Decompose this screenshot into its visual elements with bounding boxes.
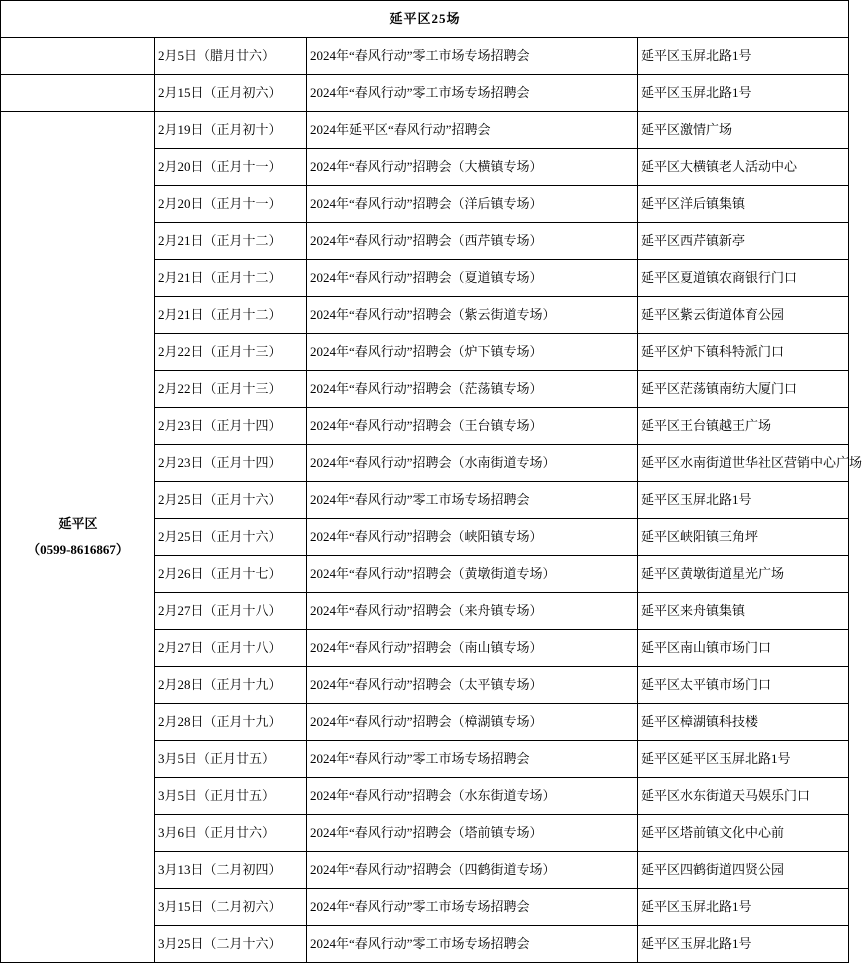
event-cell: 2024年“春风行动”招聘会（黄墩街道专场）: [307, 556, 638, 593]
location-cell: 延平区玉屏北路1号: [638, 926, 849, 963]
location-cell: 延平区水南街道世华社区营销中心广场: [638, 445, 849, 482]
location-cell: 延平区茫荡镇南纺大厦门口: [638, 371, 849, 408]
date-cell: 2月22日（正月十三）: [155, 334, 307, 371]
location-cell: 延平区来舟镇集镇: [638, 593, 849, 630]
date-cell: 2月25日（正月十六）: [155, 482, 307, 519]
event-cell: 2024年“春风行动”招聘会（王台镇专场）: [307, 408, 638, 445]
region-phone: （0599-8616867）: [27, 542, 129, 557]
location-cell: 延平区水东街道天马娱乐门口: [638, 778, 849, 815]
event-cell: 2024年“春风行动”招聘会（炉下镇专场）: [307, 334, 638, 371]
location-cell: 延平区玉屏北路1号: [638, 482, 849, 519]
region-empty-cell: [1, 75, 155, 112]
location-cell: 延平区峡阳镇三角坪: [638, 519, 849, 556]
location-cell: 延平区塔前镇文化中心前: [638, 815, 849, 852]
header-row: [1, 1, 849, 38]
location-cell: 延平区洋后镇集镇: [638, 186, 849, 223]
date-cell: 2月21日（正月十二）: [155, 260, 307, 297]
event-cell: 2024年“春风行动”零工市场专场招聘会: [307, 75, 638, 112]
event-cell: 2024年“春风行动”招聘会（西芹镇专场）: [307, 223, 638, 260]
event-cell: 2024年“春风行动”招聘会（南山镇专场）: [307, 630, 638, 667]
event-cell: 2024年“春风行动”招聘会（四鹤街道专场）: [307, 852, 638, 889]
event-cell: 2024年“春风行动”招聘会（紫云街道专场）: [307, 297, 638, 334]
date-cell: 2月28日（正月十九）: [155, 667, 307, 704]
date-cell: 3月5日（正月廿五）: [155, 778, 307, 815]
event-cell: 2024年“春风行动”招聘会（来舟镇专场）: [307, 593, 638, 630]
location-cell: 延平区玉屏北路1号: [638, 38, 849, 75]
location-cell: 延平区太平镇市场门口: [638, 667, 849, 704]
event-cell: 2024年“春风行动”招聘会（洋后镇专场）: [307, 186, 638, 223]
event-cell: 2024年“春风行动”招聘会（太平镇专场）: [307, 667, 638, 704]
region-name: 延平区: [58, 516, 98, 531]
date-cell: 2月23日（正月十四）: [155, 408, 307, 445]
event-cell: 2024年“春风行动”招聘会（水东街道专场）: [307, 778, 638, 815]
location-cell: 延平区紫云街道体育公园: [638, 297, 849, 334]
location-cell: 延平区激情广场: [638, 112, 849, 149]
location-cell: 延平区王台镇越王广场: [638, 408, 849, 445]
table-row: [1, 112, 849, 149]
schedule-body: [1, 1, 862, 963]
location-cell: 延平区玉屏北路1号: [638, 889, 849, 926]
location-cell: 延平区炉下镇科特派门口: [638, 334, 849, 371]
location-cell: 延平区延平区玉屏北路1号: [638, 741, 849, 778]
location-cell: 延平区西芹镇新亭: [638, 223, 849, 260]
event-cell: 2024年“春风行动”零工市场专场招聘会: [307, 741, 638, 778]
date-cell: 2月28日（正月十九）: [155, 704, 307, 741]
date-cell: 2月15日（正月初六）: [155, 75, 307, 112]
location-cell: 延平区夏道镇农商银行门口: [638, 260, 849, 297]
event-cell: 2024年“春风行动”零工市场专场招聘会: [307, 38, 638, 75]
date-cell: 2月20日（正月十一）: [155, 149, 307, 186]
table-row: [1, 38, 849, 75]
date-cell: 2月21日（正月十二）: [155, 223, 307, 260]
event-cell: 2024年“春风行动”招聘会（茫荡镇专场）: [307, 371, 638, 408]
table-row: [1, 75, 849, 112]
event-cell: 2024年“春风行动”招聘会（樟湖镇专场）: [307, 704, 638, 741]
event-cell: 2024年“春风行动”招聘会（塔前镇专场）: [307, 815, 638, 852]
date-cell: 2月19日（正月初十）: [155, 112, 307, 149]
event-cell: 2024年延平区“春风行动”招聘会: [307, 112, 638, 149]
location-cell: 延平区四鹤街道四贤公园: [638, 852, 849, 889]
event-cell: 2024年“春风行动”零工市场专场招聘会: [307, 926, 638, 963]
event-cell: 2024年“春风行动”招聘会（水南街道专场）: [307, 445, 638, 482]
region-empty-cell: [1, 38, 155, 75]
date-cell: 2月21日（正月十二）: [155, 297, 307, 334]
date-cell: 2月27日（正月十八）: [155, 630, 307, 667]
location-cell: 延平区南山镇市场门口: [638, 630, 849, 667]
date-cell: 2月22日（正月十三）: [155, 371, 307, 408]
date-cell: 3月25日（二月十六）: [155, 926, 307, 963]
location-cell: 延平区大横镇老人活动中心: [638, 149, 849, 186]
location-cell: 延平区玉屏北路1号: [638, 75, 849, 112]
date-cell: 2月27日（正月十八）: [155, 593, 307, 630]
date-cell: 3月6日（正月廿六）: [155, 815, 307, 852]
event-cell: 2024年“春风行动”招聘会（峡阳镇专场）: [307, 519, 638, 556]
location-cell: 延平区黄墩街道星光广场: [638, 556, 849, 593]
date-cell: 2月20日（正月十一）: [155, 186, 307, 223]
event-cell: 2024年“春风行动”零工市场专场招聘会: [307, 482, 638, 519]
date-cell: 2月5日（腊月廿六）: [155, 38, 307, 75]
date-cell: 2月23日（正月十四）: [155, 445, 307, 482]
event-cell: 2024年“春风行动”招聘会（大横镇专场）: [307, 149, 638, 186]
date-cell: 3月13日（二月初四）: [155, 852, 307, 889]
event-cell: 2024年“春风行动”招聘会（夏道镇专场）: [307, 260, 638, 297]
location-cell: 延平区樟湖镇科技楼: [638, 704, 849, 741]
date-cell: 3月15日（二月初六）: [155, 889, 307, 926]
page-title: 延平区25场: [1, 1, 849, 38]
event-cell: 2024年“春风行动”零工市场专场招聘会: [307, 889, 638, 926]
region-cell: [1, 112, 155, 963]
date-cell: 2月25日（正月十六）: [155, 519, 307, 556]
date-cell: 2月26日（正月十七）: [155, 556, 307, 593]
date-cell: 3月5日（正月廿五）: [155, 741, 307, 778]
